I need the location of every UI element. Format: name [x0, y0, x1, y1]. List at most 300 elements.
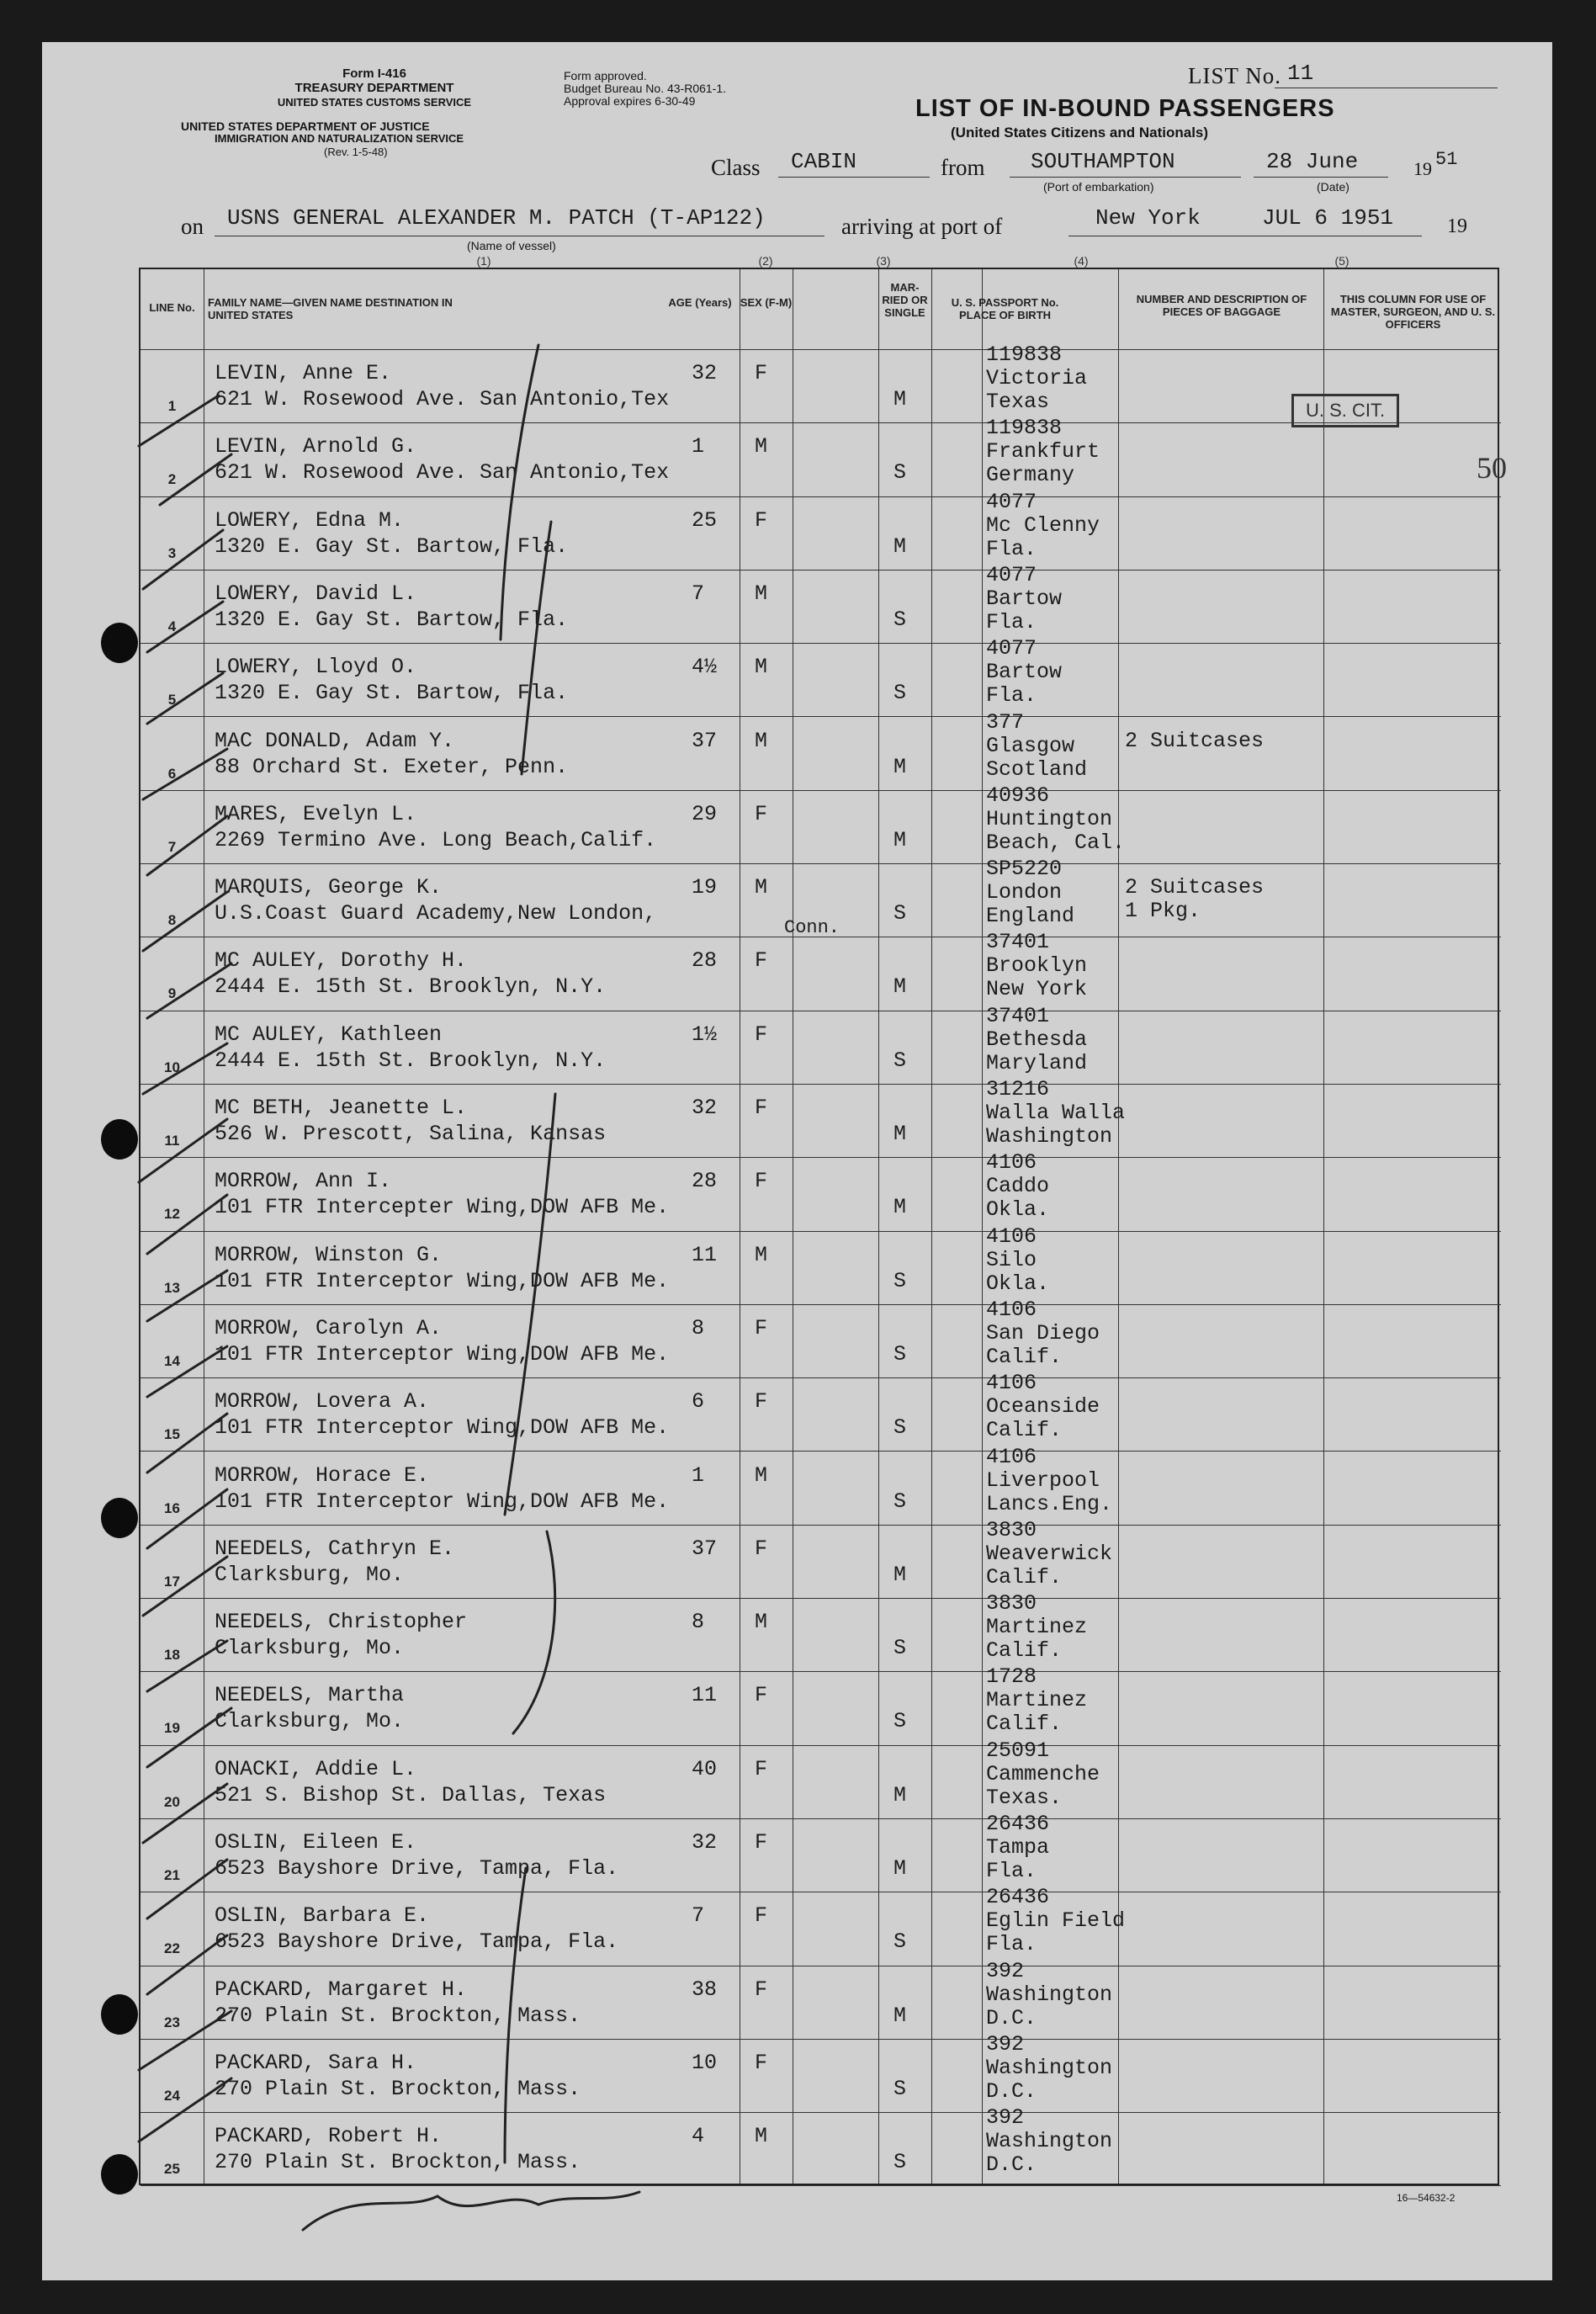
age: 4 [692, 2124, 705, 2149]
age: 32 [692, 1830, 718, 1855]
marital-status: S [893, 460, 907, 486]
sex: F [755, 1389, 768, 1414]
birthplace-line-1: Cammenche [986, 1761, 1100, 1786]
passport-number: 4106 [986, 1297, 1037, 1322]
destination: 2269 Termino Ave. Long Beach,Calif. [215, 827, 657, 852]
birthplace-line-1: Bartow [986, 586, 1063, 611]
arriving-label: arriving at port of [841, 214, 1003, 239]
col-num-2: (2) [758, 254, 773, 268]
birthplace-line-1: Tampa [986, 1835, 1050, 1860]
birthplace-line-1: Bethesda [986, 1027, 1088, 1052]
vessel-caption: (Name of vessel) [467, 239, 556, 252]
sex: M [755, 1242, 768, 1267]
age: 1 [692, 1462, 705, 1488]
table-row [141, 2031, 1501, 2113]
line-number: 13 [164, 1279, 180, 1296]
list-no-value: 11 [1287, 61, 1314, 86]
sex: F [755, 948, 768, 974]
birthplace-line-1: Brooklyn [986, 953, 1088, 979]
approval-line-2: Budget Bureau No. 43-R061-1. [564, 82, 727, 95]
passenger-name: MAC DONALD, Adam Y. [215, 728, 455, 753]
table-row [141, 1297, 1501, 1378]
age: 7 [692, 1903, 705, 1929]
customs-service: UNITED STATES CUSTOMS SERVICE [277, 96, 472, 109]
passenger-name: ONACKI, Addie L. [215, 1756, 417, 1781]
destination: 101 FTR Interceptor Wing,DOW AFB Me. [215, 1415, 670, 1441]
table-row [141, 783, 1501, 864]
destination: 101 FTR Interceptor Wing,DOW AFB Me. [215, 1268, 670, 1293]
ins-service: IMMIGRATION AND NATURALIZATION SERVICE [215, 132, 464, 145]
sex: F [755, 1536, 768, 1561]
birthplace-line-2: Calif. [986, 1638, 1063, 1664]
passenger-name: MORROW, Ann I. [215, 1169, 392, 1194]
destination: 270 Plain St. Brockton, Mass. [215, 2076, 581, 2101]
col-age: AGE (Years) [668, 296, 732, 309]
sex: F [755, 1169, 768, 1194]
marital-status: M [893, 2003, 907, 2028]
age: 28 [692, 948, 718, 974]
baggage-cont: 1 Pkg. [1125, 899, 1201, 924]
birthplace-line-2: Washington [986, 1124, 1113, 1149]
destination: U.S.Coast Guard Academy,New London, [215, 901, 657, 926]
on-label: on [181, 214, 204, 239]
birthplace-line-2: Fla. [986, 609, 1037, 634]
marital-status: S [893, 1268, 907, 1293]
marital-status: S [893, 1341, 907, 1367]
marital-status: M [893, 974, 907, 1000]
passport-number: 4106 [986, 1371, 1037, 1396]
table-row [141, 416, 1501, 496]
col-sex: SEX (F-M) [740, 296, 793, 309]
passenger-name: MORROW, Lovera A. [215, 1389, 430, 1414]
birthplace-line-1: Washington [986, 2129, 1113, 2154]
passenger-name: LOWERY, Edna M. [215, 507, 405, 533]
birthplace-line-2: England [986, 904, 1075, 929]
line-number: 22 [164, 1940, 180, 1957]
destination: 526 W. Prescott, Salina, Kansas [215, 1122, 607, 1146]
birthplace-line-1: Bartow [986, 660, 1063, 685]
sex: F [755, 1903, 768, 1929]
line-number: 9 [167, 985, 177, 1002]
passport-number: 1728 [986, 1664, 1037, 1690]
marital-status: S [893, 901, 907, 926]
class-label: Class [711, 155, 761, 180]
marital-status: S [893, 1636, 907, 1661]
passenger-name: NEEDELS, Christopher [215, 1610, 468, 1635]
age: 37 [692, 728, 718, 753]
birthplace-line-1: Frankfurt [986, 439, 1100, 464]
arrival-date-stamp: JUL 6 1951 [1262, 205, 1394, 231]
table-row [141, 1591, 1501, 1672]
passport-number: 25091 [986, 1738, 1050, 1763]
destination: 6523 Bayshore Drive, Tampa, Fla. [215, 1929, 619, 1955]
table-row [141, 562, 1501, 644]
destination: 1320 E. Gay St. Bartow, Fla. [215, 681, 569, 706]
birthplace-line-1: Victoria [986, 366, 1088, 390]
table-row [141, 1003, 1501, 1085]
marital-status: M [893, 533, 907, 559]
passport-number: 3830 [986, 1517, 1037, 1542]
line-number: 4 [167, 618, 177, 634]
table-row [141, 1517, 1501, 1599]
birthplace-line-2: Fla. [986, 683, 1037, 709]
baggage: 2 Suitcases [1125, 728, 1265, 753]
year-prefix: 19 [1413, 158, 1432, 179]
passenger-name: LOWERY, Lloyd O. [215, 655, 417, 680]
birthplace-line-1: Huntington [986, 806, 1113, 831]
passenger-name: NEEDELS, Martha [215, 1683, 405, 1708]
passport-number: 4106 [986, 1223, 1037, 1249]
birthplace-line-2: Maryland [986, 1050, 1088, 1075]
passenger-name: MC AULEY, Dorothy H. [215, 948, 468, 974]
passport-number: SP5220 [986, 857, 1063, 882]
passport-number: 4077 [986, 489, 1037, 514]
birthplace-line-1: London [986, 880, 1063, 905]
destination: 521 S. Bishop St. Dallas, Texas [215, 1782, 607, 1807]
age: 11 [692, 1242, 718, 1267]
line-number: 1 [167, 398, 177, 414]
sex: F [755, 1756, 768, 1781]
vessel-name: USNS GENERAL ALEXANDER M. PATCH (T-AP122) [227, 205, 766, 231]
passport-number: 3830 [986, 1591, 1037, 1616]
destination: 2444 E. 15th St. Brooklyn, N.Y. [215, 974, 607, 1000]
table-row [141, 1885, 1501, 1966]
from-label: from [941, 155, 985, 180]
table-row [141, 489, 1501, 571]
passenger-name: MORROW, Horace E. [215, 1462, 430, 1488]
age: 7 [692, 581, 705, 606]
birthplace-line-2: Lancs.Eng. [986, 1491, 1113, 1516]
birthplace-line-1: Glasgow [986, 733, 1075, 758]
birthplace-line-1: Washington [986, 1982, 1113, 2007]
destination: 101 FTR Interceptor Wing,DOW AFB Me. [215, 1489, 670, 1514]
col-num-3: (3) [876, 254, 891, 268]
passport-number: 37401 [986, 930, 1050, 955]
passenger-name: NEEDELS, Cathryn E. [215, 1536, 455, 1561]
sex: M [755, 581, 768, 606]
col-num-1: (1) [476, 254, 491, 268]
passenger-name: OSLIN, Eileen E. [215, 1830, 417, 1855]
passenger-table [139, 268, 1499, 2185]
destination: 621 W. Rosewood Ave. San Antonio,Tex [215, 387, 670, 411]
port-caption: (Port of embarkation) [1043, 180, 1154, 194]
age: 32 [692, 361, 718, 385]
birthplace-line-1: Caddo [986, 1174, 1050, 1199]
marital-status: M [893, 1195, 907, 1220]
age: 8 [692, 1315, 705, 1340]
passenger-name: LOWERY, David L. [215, 581, 417, 606]
passenger-name: MARES, Evelyn L. [215, 801, 417, 826]
age: 37 [692, 1536, 718, 1561]
col-name-destination: FAMILY NAME—GIVEN NAME DESTINATION IN UNITED STATES [208, 296, 453, 321]
birthplace-line-2: Fla. [986, 1859, 1037, 1883]
age: 29 [692, 801, 718, 826]
line-number: 2 [167, 471, 177, 488]
sex: F [755, 1683, 768, 1708]
destination: Clarksburg, Mo. [215, 1636, 405, 1661]
table-row [141, 709, 1501, 791]
baggage: 2 Suitcases [1125, 875, 1265, 900]
marital-status: M [893, 387, 907, 411]
col-passport-birthplace: U. S. PASSPORT No. PLACE OF BIRTH [951, 296, 1059, 321]
birthplace-line-1: Walla Walla [986, 1101, 1126, 1125]
birthplace-line-1: Silo [986, 1247, 1037, 1272]
line-number: 7 [167, 838, 177, 855]
sex: M [755, 875, 768, 900]
year-suffix: 51 [1435, 149, 1458, 170]
sex: M [755, 655, 768, 680]
passport-number: 392 [986, 2031, 1025, 2057]
justice-dept: UNITED STATES DEPARTMENT OF JUSTICE [181, 119, 430, 133]
passenger-name: MC BETH, Jeanette L. [215, 1096, 468, 1120]
marital-status: S [893, 1929, 907, 1955]
sex: F [755, 1830, 768, 1855]
birthplace-line-1: Mc Clenny [986, 512, 1100, 538]
marital-status: S [893, 2150, 907, 2175]
marital-status: M [893, 754, 907, 779]
margin-number: 50 [1477, 451, 1507, 485]
line-number: 10 [164, 1059, 180, 1075]
footer-code: 16—54632-2 [1397, 2192, 1455, 2204]
sex: F [755, 1315, 768, 1340]
table-row [141, 930, 1501, 1011]
col-num-5: (5) [1334, 254, 1349, 268]
passport-number: 4106 [986, 1444, 1037, 1469]
line-number: 20 [164, 1793, 180, 1810]
sex: F [755, 1096, 768, 1120]
birthplace-line-2: Germany [986, 463, 1075, 488]
col-num-4: (4) [1074, 254, 1089, 268]
passenger-name: LEVIN, Anne E. [215, 361, 392, 385]
line-number: 12 [164, 1206, 180, 1223]
passenger-name: PACKARD, Sara H. [215, 2050, 417, 2075]
age: 11 [692, 1683, 718, 1708]
destination: 101 FTR Intercepter Wing,DOW AFB Me. [215, 1195, 670, 1220]
binder-hole [101, 1994, 138, 2035]
passenger-name: PACKARD, Margaret H. [215, 1977, 468, 2002]
birthplace-line-2: Fla. [986, 1932, 1037, 1957]
document-subtitle: (United States Citizens and Nationals) [951, 125, 1209, 141]
line-number: 18 [164, 1647, 180, 1664]
list-no-label: LIST No. [1188, 63, 1282, 88]
sex: M [755, 728, 768, 753]
passport-number: 26436 [986, 1812, 1050, 1836]
binder-hole [101, 2154, 138, 2195]
marital-status: M [893, 827, 907, 852]
destination: 2444 E. 15th St. Brooklyn, N.Y. [215, 1048, 607, 1073]
arrival-port: New York [1095, 205, 1201, 231]
birthplace-line-2: Calif. [986, 1344, 1063, 1369]
passport-number: 119838 [986, 416, 1063, 441]
line-number: 21 [164, 1867, 180, 1883]
destination: 88 Orchard St. Exeter, Penn. [215, 754, 569, 779]
table-row [141, 1664, 1501, 1745]
us-citizen-stamp: U. S. CIT. [1291, 394, 1399, 427]
passenger-name: PACKARD, Robert H. [215, 2124, 443, 2149]
approval-line-1: Form approved. [564, 69, 647, 82]
passport-number: 37401 [986, 1003, 1050, 1028]
table-row [141, 1812, 1501, 1892]
passport-number: 119838 [986, 342, 1063, 367]
sailing-date: 28 June [1266, 149, 1359, 174]
marital-status: S [893, 2076, 907, 2101]
destination: 270 Plain St. Brockton, Mass. [215, 2003, 581, 2028]
col-line-no: LINE No. [149, 301, 195, 314]
passport-number: 4077 [986, 562, 1037, 587]
table-row [141, 1958, 1501, 2040]
binder-hole [101, 1119, 138, 1160]
marital-status: S [893, 1048, 907, 1073]
class-value: CABIN [791, 149, 857, 174]
birthplace-line-2: Scotland [986, 756, 1088, 782]
birthplace-line-2: New York [986, 977, 1088, 1002]
sex: M [755, 434, 768, 459]
birthplace-line-2: Okla. [986, 1271, 1050, 1296]
passport-number: 40936 [986, 783, 1050, 808]
line-number: 17 [164, 1573, 180, 1590]
col-officers-use: THIS COLUMN FOR USE OF MASTER, SURGEON, AND U. S. OFFICERS [1330, 293, 1496, 331]
birthplace-line-2: D.C. [986, 2078, 1037, 2104]
form-number: Form I-416 [342, 66, 406, 81]
revision: (Rev. 1-5-48) [324, 146, 388, 158]
passenger-name: MORROW, Winston G. [215, 1242, 443, 1267]
birthplace-line-2: Beach, Cal. [986, 830, 1126, 855]
marital-status: M [893, 1122, 907, 1146]
col-baggage: NUMBER AND DESCRIPTION OF PIECES OF BAGGAGE [1136, 293, 1307, 318]
marital-status: S [893, 681, 907, 706]
date-caption: (Date) [1317, 180, 1349, 194]
table-row [141, 1150, 1501, 1231]
passport-number: 377 [986, 709, 1025, 735]
document-title: LIST OF IN-BOUND PASSENGERS [915, 95, 1335, 122]
birthplace-line-1: Martinez [986, 1615, 1088, 1640]
table-row [141, 636, 1501, 717]
table-row [141, 857, 1501, 939]
sex: M [755, 2124, 768, 2149]
line-number: 16 [164, 1499, 180, 1516]
treasury-dept: TREASURY DEPARTMENT [294, 81, 454, 95]
marital-status: M [893, 1856, 907, 1881]
line-number: 14 [164, 1352, 180, 1369]
port-of-embarkation: SOUTHAMPTON [1031, 149, 1175, 174]
table-row [141, 1738, 1501, 1819]
age: 25 [692, 507, 718, 533]
passport-number: 26436 [986, 1885, 1050, 1910]
passport-number: 4106 [986, 1150, 1037, 1176]
sex: F [755, 507, 768, 533]
marital-status: S [893, 1709, 907, 1734]
birthplace-line-2: Calif. [986, 1712, 1063, 1737]
col-married-single: MAR-RIED OR SINGLE [882, 281, 928, 319]
passenger-name: OSLIN, Barbara E. [215, 1903, 430, 1929]
birthplace-line-1: Liverpool [986, 1467, 1100, 1493]
birthplace-line-1: Eglin Field [986, 1908, 1126, 1934]
line-number: 15 [164, 1426, 180, 1443]
birthplace-line-2: Calif. [986, 1564, 1063, 1590]
destination: 1320 E. Gay St. Bartow, Fla. [215, 607, 569, 632]
line-number: 8 [167, 912, 177, 929]
age: 10 [692, 2050, 718, 2075]
marital-status: M [893, 1562, 907, 1587]
sex: F [755, 1022, 768, 1047]
passenger-name: MARQUIS, George K. [215, 875, 443, 900]
table-row [141, 1223, 1501, 1305]
line-number: 23 [164, 2014, 180, 2030]
sex: F [755, 2050, 768, 2075]
age: 40 [692, 1756, 718, 1781]
sex: F [755, 1977, 768, 2002]
age: 8 [692, 1610, 705, 1635]
table-row [141, 1371, 1501, 1452]
destination-cont: Conn. [784, 917, 840, 939]
birthplace-line-1: Oceanside [986, 1394, 1100, 1420]
approval-line-3: Approval expires 6-30-49 [564, 94, 696, 108]
birthplace-line-1: San Diego [986, 1320, 1100, 1345]
table-row [141, 2105, 1501, 2186]
marital-status: S [893, 607, 907, 632]
table-row [141, 1444, 1501, 1526]
birthplace-line-2: Okla. [986, 1197, 1050, 1223]
birthplace-line-2: D.C. [986, 2005, 1037, 2030]
sex: M [755, 1610, 768, 1635]
line-number: 3 [167, 544, 177, 561]
passenger-name: MC AULEY, Kathleen [215, 1022, 443, 1047]
age: 1½ [692, 1022, 718, 1047]
passport-number: 4077 [986, 636, 1037, 661]
age: 19 [692, 875, 718, 900]
line-number: 6 [167, 765, 177, 782]
line-number: 25 [164, 2161, 180, 2178]
binder-hole [101, 623, 138, 663]
age: 4½ [692, 655, 718, 680]
destination: 1320 E. Gay St. Bartow, Fla. [215, 533, 569, 559]
birthplace-line-2: D.C. [986, 2152, 1037, 2178]
binder-hole [101, 1498, 138, 1538]
age: 32 [692, 1096, 718, 1120]
age: 38 [692, 1977, 718, 2002]
birthplace-line-2: Texas [986, 390, 1050, 414]
line-number: 11 [164, 1133, 180, 1149]
marital-status: S [893, 1489, 907, 1514]
marital-status: M [893, 1782, 907, 1807]
destination: 270 Plain St. Brockton, Mass. [215, 2150, 581, 2175]
arrival-year-prefix: 19 [1447, 215, 1467, 237]
birthplace-line-2: Texas. [986, 1785, 1063, 1810]
birthplace-line-1: Washington [986, 2055, 1113, 2080]
birthplace-line-1: Martinez [986, 1688, 1088, 1713]
birthplace-line-1: Weaverwick [986, 1541, 1113, 1566]
destination: Clarksburg, Mo. [215, 1562, 405, 1587]
line-number: 19 [164, 1720, 180, 1737]
birthplace-line-2: Fla. [986, 536, 1037, 561]
destination: 6523 Bayshore Drive, Tampa, Fla. [215, 1856, 619, 1881]
line-number: 24 [164, 2087, 180, 2104]
sex: M [755, 1462, 768, 1488]
sex: F [755, 361, 768, 385]
destination: Clarksburg, Mo. [215, 1709, 405, 1734]
age: 28 [692, 1169, 718, 1194]
passport-number: 31216 [986, 1077, 1050, 1101]
line-number: 5 [167, 692, 177, 709]
birthplace-line-2: Calif. [986, 1418, 1063, 1443]
passenger-name: LEVIN, Arnold G. [215, 434, 417, 459]
passport-number: 392 [986, 2105, 1025, 2131]
sex: F [755, 801, 768, 826]
age: 1 [692, 434, 705, 459]
table-row [141, 1077, 1501, 1158]
destination: 621 W. Rosewood Ave. San Antonio,Tex [215, 460, 670, 486]
marital-status: S [893, 1415, 907, 1441]
